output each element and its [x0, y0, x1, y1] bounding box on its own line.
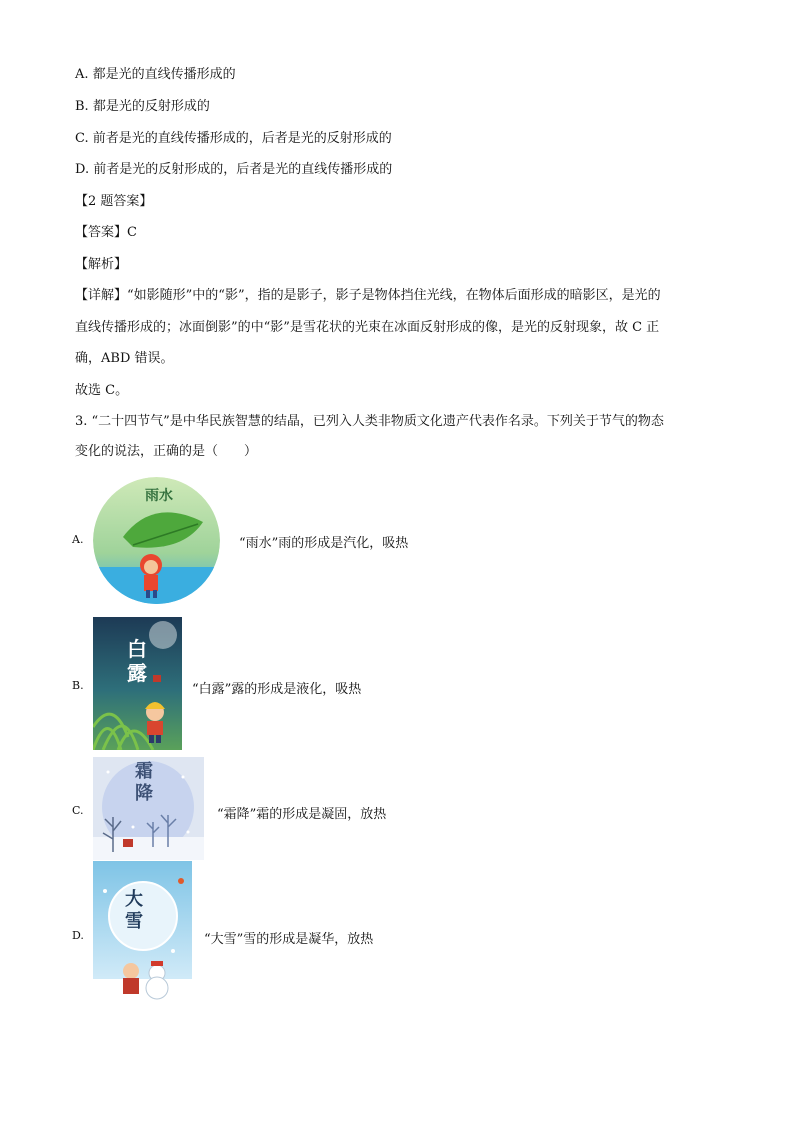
detail-line-2: 直线传播形成的；冰面倒影”的中“影”是雪花状的光束在冰面反射形成的像，是光的反射现象，故 C 正	[75, 320, 660, 335]
q2-option-b-text: B. 都是光的反射形成的	[75, 99, 210, 114]
rain-water-title: 雨水	[145, 488, 173, 504]
white-dew-title: 白露	[127, 637, 147, 685]
q2-option-a-text: A. 都是光的直线传播形成的	[75, 67, 236, 82]
answer-line: 【答案】C	[75, 225, 137, 240]
q3-option-d-text: “大雪”雪的形成是凝华，放热	[204, 932, 374, 947]
rain-water-image	[93, 477, 220, 604]
detail-line-1: 【详解】“如影随形”中的“影”，指的是影子，影子是物体挡住光线，在物体后面形成的暗影区，是光的	[75, 288, 661, 303]
detail-line-3: 确，ABD 错误。	[75, 351, 174, 366]
frost-descent-title: 霜降	[135, 761, 153, 804]
white-dew-image	[93, 617, 182, 750]
q3-option-c-letter: C.	[72, 804, 84, 817]
q3-option-a-text: “雨水”雨的形成是汽化，吸热	[239, 536, 409, 551]
answer-header: 【2 题答案】	[75, 194, 153, 209]
frost-descent-image	[93, 757, 204, 860]
q3-stem-line-1: 3. “二十四节气”是中华民族智慧的结晶，已列入人类非物质文化遗产代表作名录。下列关于节气的物态	[75, 414, 664, 429]
conclusion: 故选 C。	[75, 383, 129, 398]
q3-option-d-letter: D.	[72, 929, 84, 942]
q3-stem-line-2: 变化的说法，正确的是（ ）	[75, 444, 258, 459]
q2-option-c-text: C. 前者是光的直线传播形成的，后者是光的反射形成的	[75, 131, 392, 146]
q3-option-b-letter: B.	[72, 679, 84, 692]
q3-option-b-text: “白露”露的形成是液化，吸热	[192, 682, 362, 697]
q2-option-d-text: D. 前者是光的反射形成的，后者是光的直线传播形成的	[75, 162, 393, 177]
great-snow-image	[93, 861, 192, 1000]
q3-option-c-text: “霜降”霜的形成是凝固，放热	[217, 807, 387, 822]
q3-option-a-letter: A.	[72, 533, 84, 546]
great-snow-title: 大雪	[125, 889, 143, 932]
analysis-header: 【解析】	[75, 257, 128, 272]
